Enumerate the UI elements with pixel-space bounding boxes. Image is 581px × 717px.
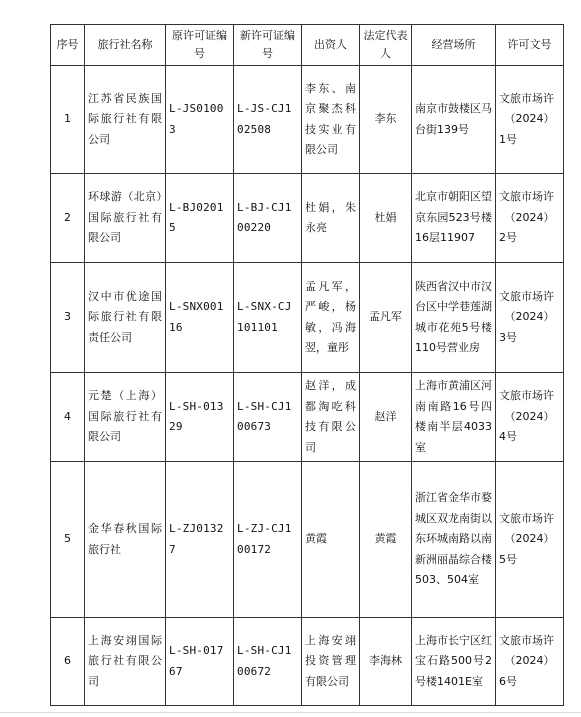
- header-legal-rep: 法定代表人: [360, 25, 412, 66]
- new-permit-number: L-SH-CJ100672: [234, 618, 302, 706]
- permit-doc-number: 1号: [499, 132, 517, 146]
- table-row: [51, 462, 564, 618]
- new-permit-number: L-SH-CJ100673: [234, 373, 302, 462]
- legal-representative: 黄霞: [360, 462, 412, 618]
- legal-representative: 赵洋: [360, 373, 412, 462]
- business-address: 陕西省汉中市汉台区中学巷莲湖城市花苑5号楼110号营业房: [412, 263, 496, 373]
- permit-document-number: [496, 66, 564, 174]
- permit-doc-number: 4号: [499, 430, 517, 444]
- permit-doc-year: （2024）: [504, 532, 555, 546]
- permit-doc-prefix: 文旅市场许: [499, 289, 554, 303]
- table-row: [51, 174, 564, 263]
- business-address: 浙江省金华市婺城区双龙南街以东环城南路以南新洲丽晶综合楼503、504室: [412, 462, 496, 618]
- legal-representative: 孟凡军: [360, 263, 412, 373]
- old-permit-number: L-SNX00116: [166, 263, 234, 373]
- agency-name: 汉中市优途国际旅行社有限责任公司: [85, 263, 166, 373]
- permit-document-number: [496, 263, 564, 373]
- new-permit-number: L-ZJ-CJ100172: [234, 462, 302, 618]
- agency-name: 上海安翊国际旅行社有限公司: [85, 618, 166, 706]
- permit-document-number: [496, 174, 564, 263]
- permit-doc-prefix: 文旅市场许: [499, 91, 554, 105]
- legal-representative: 李东: [360, 66, 412, 174]
- business-address: 南京市鼓楼区马台街139号: [412, 66, 496, 174]
- header-permit-doc: 许可文号: [496, 25, 564, 66]
- old-permit-number: L-SH-01767: [166, 618, 234, 706]
- travel-agency-permit-table: [50, 24, 564, 706]
- header-old-permit: 原许可证编号: [166, 25, 234, 66]
- investor: 李东、南京聚杰科技实业有限公司: [302, 66, 360, 174]
- business-address: 北京市朝阳区望京东园523号楼16层11907: [412, 174, 496, 263]
- legal-representative: 杜娟: [360, 174, 412, 263]
- investor: 黄霞: [302, 462, 360, 618]
- permit-document-number: [496, 373, 564, 462]
- old-permit-number: L-SH-01329: [166, 373, 234, 462]
- row-index: 5: [51, 462, 85, 618]
- permit-doc-number: 5号: [499, 552, 517, 566]
- old-permit-number: L-BJ02015: [166, 174, 234, 263]
- permit-doc-year: （2024）: [504, 210, 555, 224]
- business-address: 上海市长宁区红宝石路500号2号楼1401E室: [412, 618, 496, 706]
- new-permit-number: L-JS-CJ102508: [234, 66, 302, 174]
- permit-doc-prefix: 文旅市场许: [499, 633, 554, 647]
- header-address: 经营场所: [412, 25, 496, 66]
- permit-doc-prefix: 文旅市场许: [499, 511, 554, 525]
- row-index: 4: [51, 373, 85, 462]
- permit-document-number: [496, 618, 564, 706]
- permit-document-number: [496, 462, 564, 618]
- header-new-permit: 新许可证编号: [234, 25, 302, 66]
- agency-name: 金华春秋国际旅行社: [85, 462, 166, 618]
- row-index: 1: [51, 66, 85, 174]
- page-bottom-divider: [0, 712, 581, 713]
- header-index: 序号: [51, 25, 85, 66]
- investor: 杜娟，朱永亮: [302, 174, 360, 263]
- row-index: 2: [51, 174, 85, 263]
- row-index: 6: [51, 618, 85, 706]
- legal-representative: 李海林: [360, 618, 412, 706]
- table-row: [51, 618, 564, 706]
- permit-doc-year: （2024）: [504, 654, 555, 668]
- header-agency-name: 旅行社名称: [85, 25, 166, 66]
- new-permit-number: L-BJ-CJ100220: [234, 174, 302, 263]
- permit-doc-number: 6号: [499, 674, 517, 688]
- new-permit-number: L-SNX-CJ101101: [234, 263, 302, 373]
- old-permit-number: L-JS01003: [166, 66, 234, 174]
- investor: 孟凡军，严峻，杨敏，冯海翌，童彤: [302, 263, 360, 373]
- investor: 上海安翊投资管理有限公司: [302, 618, 360, 706]
- permit-doc-year: （2024）: [504, 112, 555, 126]
- investor: 赵洋，成都淘吃科技有限公司: [302, 373, 360, 462]
- table-row: [51, 373, 564, 462]
- business-address: 上海市黄浦区河南南路16号四楼南半层4033室: [412, 373, 496, 462]
- agency-name: 元楚（上海）国际旅行社有限公司: [85, 373, 166, 462]
- header-investor: 出资人: [302, 25, 360, 66]
- agency-name: 环球游（北京）国际旅行社有限公司: [85, 174, 166, 263]
- table-header-row: [51, 25, 564, 66]
- permit-doc-year: （2024）: [504, 409, 555, 423]
- row-index: 3: [51, 263, 85, 373]
- permit-doc-prefix: 文旅市场许: [499, 389, 554, 403]
- permit-doc-prefix: 文旅市场许: [499, 190, 554, 204]
- table-row: [51, 66, 564, 174]
- permit-doc-year: （2024）: [504, 310, 555, 324]
- agency-name: 江苏省民族国际旅行社有限公司: [85, 66, 166, 174]
- permit-doc-number: 3号: [499, 330, 517, 344]
- table-row: [51, 263, 564, 373]
- permit-doc-number: 2号: [499, 231, 517, 245]
- old-permit-number: L-ZJ01327: [166, 462, 234, 618]
